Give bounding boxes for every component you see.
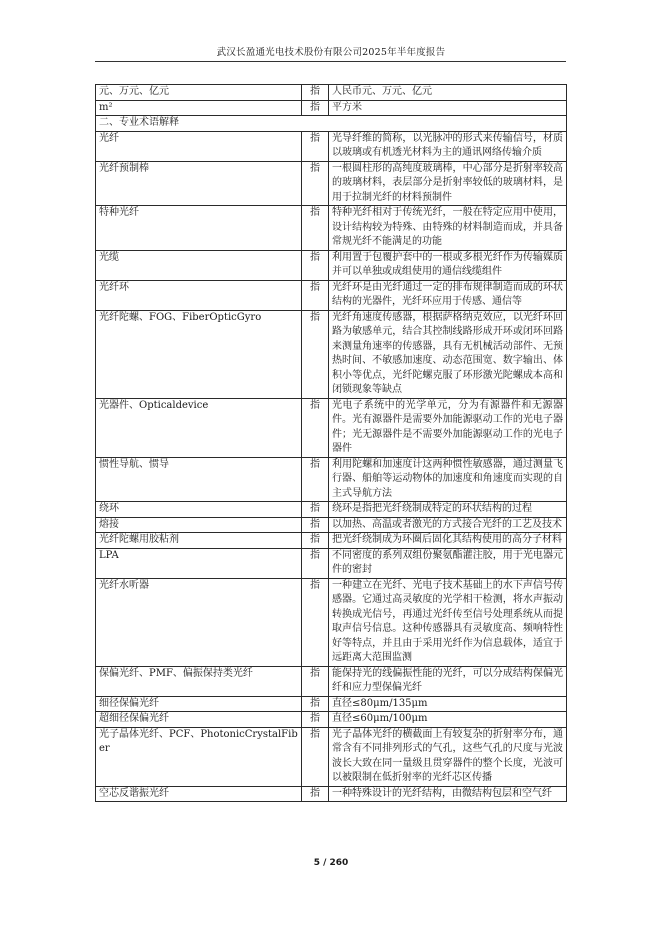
indicator-cell: 指 — [302, 502, 329, 518]
indicator-cell: 指 — [302, 100, 329, 116]
term-cell: 元、万元、亿元 — [96, 85, 302, 101]
table-row — [96, 578, 567, 666]
page-header: 武汉长盈通光电技术股份有限公司2025年半年度报告 — [216, 47, 446, 58]
term-cell: 特种光纤 — [96, 206, 302, 251]
definition-cell: 一种建立在光纤、光电子技术基础上的水下声信号传感器。它通过高灵敏度的光学相干检测，将水声振动转换成光信号，再通过光纤传至信号处理系统从而提取声信号信息。这种传感器具有灵敏度高、频响特性好等特点，并且由于采用光纤作为信息载体，适宜于远距离大范围监测 — [329, 578, 567, 666]
indicator-cell: 指 — [302, 457, 329, 502]
term-cell: 光纤陀螺、FOG、FiberOpticGyro — [96, 310, 302, 398]
indicator-cell: 指 — [302, 310, 329, 398]
header-rule — [95, 61, 566, 62]
table-row — [96, 206, 567, 251]
term-cell: 光缆 — [96, 250, 302, 280]
section-title: 二、专业术语解释 — [96, 116, 567, 132]
glossary-table — [95, 84, 567, 802]
indicator-cell: 指 — [302, 280, 329, 310]
table-row — [96, 666, 567, 696]
definition-cell: 光纤环是由光纤通过一定的排布规律制造而成的环状结构的光器件，光纤环应用于传感、通信等 — [329, 280, 567, 310]
definition-cell: 利用陀螺和加速度计这两种惯性敏感器，通过测量飞行器、船舶等运动物体的加速度和角速度而实现的自主式导航方法 — [329, 457, 567, 502]
table-row — [96, 310, 567, 398]
indicator-cell: 指 — [302, 786, 329, 802]
indicator-cell: 指 — [302, 578, 329, 666]
term-cell: m² — [96, 100, 302, 116]
table-row — [96, 727, 567, 786]
indicator-cell: 指 — [302, 696, 329, 712]
indicator-cell: 指 — [302, 666, 329, 696]
indicator-cell: 指 — [302, 712, 329, 728]
term-cell: 光纤预制棒 — [96, 161, 302, 206]
term-cell: 惯性导航、惯导 — [96, 457, 302, 502]
table-row — [96, 517, 567, 533]
term-cell: 光子晶体光纤、PCF、PhotonicCrystalFiber — [96, 727, 302, 786]
term-cell: 光器件、Opticaldevice — [96, 398, 302, 457]
indicator-cell: 指 — [302, 250, 329, 280]
term-cell: 绕环 — [96, 502, 302, 518]
indicator-cell: 指 — [302, 85, 329, 101]
definition-cell: 人民币元、万元、亿元 — [329, 85, 567, 101]
term-cell: 细径保偏光纤 — [96, 696, 302, 712]
table-row — [96, 786, 567, 802]
definition-cell: 光子晶体光纤的横截面上有较复杂的折射率分布，通常含有不同排列形式的气孔，这些气孔的尺度与光波波长大致在同一量级且贯穿器件的整个长度，光波可以被限制在低折射率的光纤芯区传播 — [329, 727, 567, 786]
definition-cell: 直径≤60μm/100μm — [329, 712, 567, 728]
definition-cell: 以加热、高温或者激光的方式接合光纤的工艺及技术 — [329, 517, 567, 533]
indicator-cell: 指 — [302, 131, 329, 161]
page-number: 5 / 260 — [313, 858, 349, 868]
indicator-cell: 指 — [302, 517, 329, 533]
definition-cell: 光电子系统中的光学单元，分为有源器件和无源器件。光有源器件是需要外加能源驱动工作的光电子器件；光无源器件是不需要外加能源驱动工作的光电子器件 — [329, 398, 567, 457]
term-cell: 光纤 — [96, 131, 302, 161]
table-row — [96, 398, 567, 457]
definition-cell: 绕环是指把光纤绕制成特定的环状结构的过程 — [329, 502, 567, 518]
definition-cell: 光纤角速度传感器，根据萨格纳克效应，以光纤环回路为敏感单元，结合其控制线路形成开环或闭环回路来测量角速率的传感器，具有无机械活动部件、无预热时间、不敏感加速度、动态范围宽、数字输出、体积小等优点，光纤陀螺克服了环形激光陀螺成本高和闭锁现象等缺点 — [329, 310, 567, 398]
table-row — [96, 131, 567, 161]
table-row — [96, 712, 567, 728]
definition-cell: 不同密度的系列双组份聚氨酯灌注胶，用于光电器元件的密封 — [329, 548, 567, 578]
indicator-cell: 指 — [302, 161, 329, 206]
term-cell: 光纤环 — [96, 280, 302, 310]
table-row — [96, 161, 567, 206]
section-row — [96, 116, 567, 132]
table-row — [96, 250, 567, 280]
indicator-cell: 指 — [302, 398, 329, 457]
table-row — [96, 502, 567, 518]
indicator-cell: 指 — [302, 533, 329, 549]
definition-cell: 特种光纤相对于传统光纤，一般在特定应用中使用，设计结构较为特殊、由特殊的材料制造而成，并具备常规光纤不能满足的功能 — [329, 206, 567, 251]
indicator-cell: 指 — [302, 727, 329, 786]
indicator-cell: 指 — [302, 206, 329, 251]
table-row — [96, 457, 567, 502]
definition-cell: 平方米 — [329, 100, 567, 116]
term-cell: 熔接 — [96, 517, 302, 533]
term-cell: 保偏光纤、PMF、偏振保持类光纤 — [96, 666, 302, 696]
definition-cell: 能保持光的线偏振性能的光纤，可以分成结构保偏光纤和应力型保偏光纤 — [329, 666, 567, 696]
definition-cell: 直径≤80μm/135μm — [329, 696, 567, 712]
table-row — [96, 548, 567, 578]
definition-cell: 利用置于包覆护套中的一根或多根光纤作为传输媒质并可以单独或成组使用的通信线缆组件 — [329, 250, 567, 280]
term-cell: 光纤水听器 — [96, 578, 302, 666]
definition-cell: 一根圆柱形的高纯度玻璃棒，中心部分是折射率较高的玻璃材料，表层部分是折射率较低的玻璃材料，是用于拉制光纤的材料预制件 — [329, 161, 567, 206]
term-cell: 超细径保偏光纤 — [96, 712, 302, 728]
term-cell: 光纤陀螺用胶粘剂 — [96, 533, 302, 549]
term-cell: LPA — [96, 548, 302, 578]
term-cell: 空芯反谐振光纤 — [96, 786, 302, 802]
table-row — [96, 696, 567, 712]
indicator-cell: 指 — [302, 548, 329, 578]
table-row — [96, 280, 567, 310]
table-row — [96, 533, 567, 549]
table-row — [96, 100, 567, 116]
definition-cell: 把光纤绕制成为环圈后固化其结构使用的高分子材料 — [329, 533, 567, 549]
definition-cell: 一种特殊设计的光纤结构，由微结构包层和空气纤 — [329, 786, 567, 802]
table-row — [96, 85, 567, 101]
definition-cell: 光导纤维的简称，以光脉冲的形式来传输信号，材质以玻璃或有机透光材料为主的通讯网络传输介质 — [329, 131, 567, 161]
